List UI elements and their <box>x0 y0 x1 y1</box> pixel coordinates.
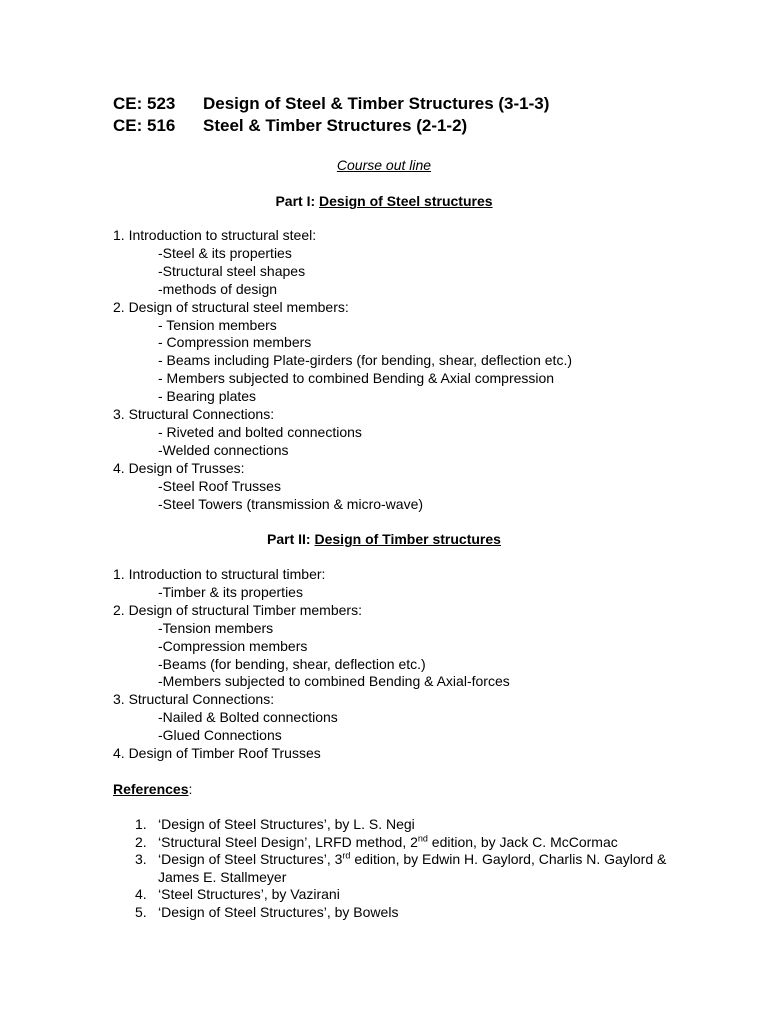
outline-subitem: - Tension members <box>158 316 277 333</box>
course-code: CE: 523 <box>113 94 176 113</box>
outline-subitem: -Tension members <box>158 619 274 636</box>
superscript: rd <box>342 850 351 861</box>
course-code: CE: 516 <box>113 116 176 135</box>
course-title: Design of Steel & Timber Structures (3-1-3) <box>203 94 550 113</box>
reference-number: 3. <box>135 851 147 868</box>
reference-text: ‘Steel Structures’, by Vazirani <box>158 886 340 903</box>
outline-subitem: -Structural steel shapes <box>158 262 306 279</box>
reference-item <box>113 904 673 922</box>
part2-heading: Part II: Design of Timber structures <box>267 531 501 547</box>
part1-heading: Part I: Design of Steel structures <box>275 193 493 209</box>
outline-item: 3. Structural Connections: <box>113 691 275 708</box>
outline-subitem: -Welded connections <box>158 441 289 458</box>
outline-item: 4. Design of Trusses: <box>113 459 245 476</box>
outline-subitem: -Glued Connections <box>158 727 282 744</box>
outline-subitem: - Beams including Plate-girders (for bending, shear, deflection etc.) <box>158 352 572 369</box>
reference-number: 5. <box>135 903 147 920</box>
outline-subitem: - Compression members <box>158 334 312 351</box>
outline-subitem: -Members subjected to combined Bending & Axial-forces <box>158 673 510 690</box>
outline-subitem: -methods of design <box>158 280 278 297</box>
part2-outline <box>113 566 510 763</box>
references-heading: References: <box>113 781 193 797</box>
reference-text: ‘Design of Steel Structures’, 3 <box>158 851 343 868</box>
outline-subitem: -Steel Roof Trusses <box>158 477 281 494</box>
outline-item: 2. Design of structural Timber members: <box>113 601 362 618</box>
outline-subitem: -Nailed & Bolted connections <box>158 709 338 726</box>
outline-item: 4. Design of Timber Roof Trusses <box>113 745 321 762</box>
reference-text: ‘Design of Steel Structures’, by Bowels <box>158 903 399 920</box>
reference-item <box>113 851 673 886</box>
reference-text: edition, by Jack C. McCormac <box>427 833 618 850</box>
reference-text: edition, by Edwin H. Gaylord, Charlis N. Gaylord & James E. Stallmeyer <box>158 851 667 885</box>
outline-item: 2. Design of structural steel members: <box>113 298 349 315</box>
outline-subitem: -Compression members <box>158 637 308 654</box>
course-header-1 <box>113 94 549 114</box>
outline-subitem: - Riveted and bolted connections <box>158 423 362 440</box>
part1-outline <box>113 227 572 514</box>
reference-number: 4. <box>135 886 147 903</box>
reference-item <box>113 816 673 834</box>
outline-subitem: - Bearing plates <box>158 388 257 405</box>
outline-item: 3. Structural Connections: <box>113 406 275 423</box>
course-outline-heading: Course out line <box>336 157 432 173</box>
references-list <box>113 816 673 922</box>
outline-subitem: -Timber & its properties <box>158 583 303 600</box>
outline-subitem: -Steel & its properties <box>158 244 292 261</box>
outline-item: 1. Introduction to structural timber: <box>113 566 326 582</box>
outline-subitem: - Members subjected to combined Bending & Axial compression <box>158 370 555 387</box>
reference-text: ‘Structural Steel Design’, LRFD method, 2 <box>158 833 418 850</box>
course-header-2 <box>113 116 467 136</box>
outline-subitem: -Beams (for bending, shear, deflection etc.) <box>158 655 426 672</box>
reference-item <box>113 834 673 852</box>
reference-number: 2. <box>135 833 147 850</box>
course-title: Steel & Timber Structures (2-1-2) <box>203 116 468 135</box>
superscript: nd <box>417 832 428 843</box>
reference-text: ‘Design of Steel Structures’, by L. S. Negi <box>158 816 415 832</box>
reference-item <box>113 886 673 904</box>
outline-subitem: -Steel Towers (transmission & micro-wave) <box>158 495 424 512</box>
outline-item: 1. Introduction to structural steel: <box>113 227 317 243</box>
reference-number: 1. <box>135 816 147 832</box>
